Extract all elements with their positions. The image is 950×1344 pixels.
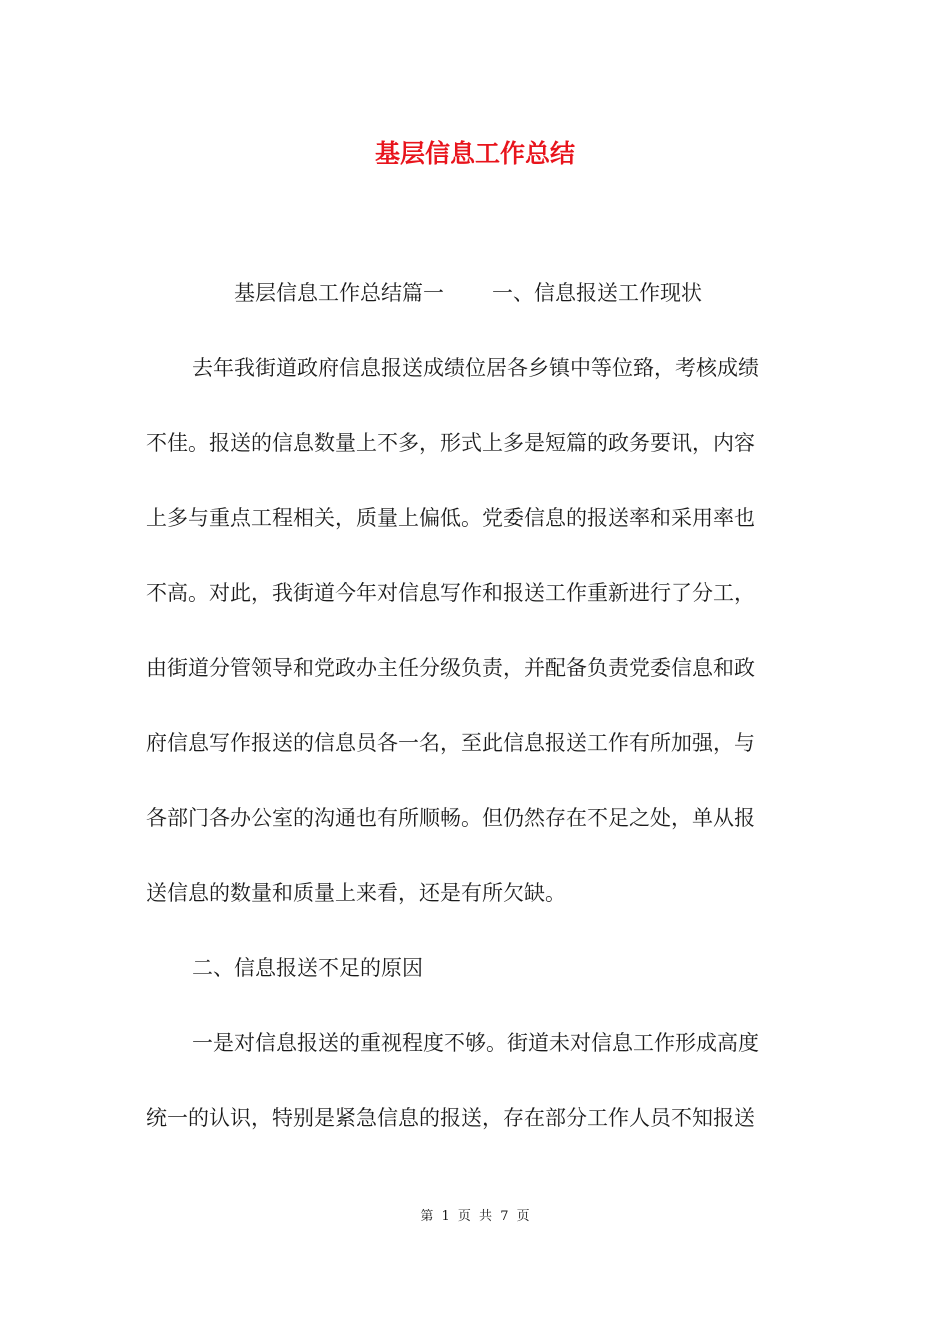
page-number-footer: 第 1 页 共 7 页 [420,1209,530,1224]
document-body [146,268,806,1168]
paragraph-line: 府信息写作报送的信息员各一名，至此信息报送工作有所加强，与 [146,731,755,755]
paragraph-line: 不佳。报送的信息数量上不多，形式上多是短篇的政务要讯，内容 [146,431,755,455]
article-subtitle: 基层信息工作总结篇一 [234,281,444,305]
paragraph-line: 上多与重点工程相关，质量上偏低。党委信息的报送率和采用率也 [146,506,755,530]
paragraph-line: 去年我街道政府信息报送成绩位居各乡镇中等位臵，考核成绩 [192,356,759,380]
section-heading-line [146,268,806,343]
section-heading-1: 一、信息报送工作现状 [492,281,702,305]
section-heading-2: 二、信息报送不足的原因 [192,956,423,980]
paragraph-line: 统一的认识，特别是紧急信息的报送，存在部分工作人员不知报送 [146,1106,755,1130]
document-title: 基层信息工作总结 [374,139,575,168]
paragraph-line: 不高。对此，我街道今年对信息写作和报送工作重新进行了分工， [146,581,755,605]
paragraph-line: 由街道分管领导和党政办主任分级负责，并配备负责党委信息和政 [146,656,755,680]
paragraph-line: 一是对信息报送的重视程度不够。街道未对信息工作形成高度 [192,1031,759,1055]
paragraph-line: 送信息的数量和质量上来看，还是有所欠缺。 [146,881,566,905]
paragraph-line: 各部门各办公室的沟通也有所顺畅。但仍然存在不足之处，单从报 [146,806,755,830]
